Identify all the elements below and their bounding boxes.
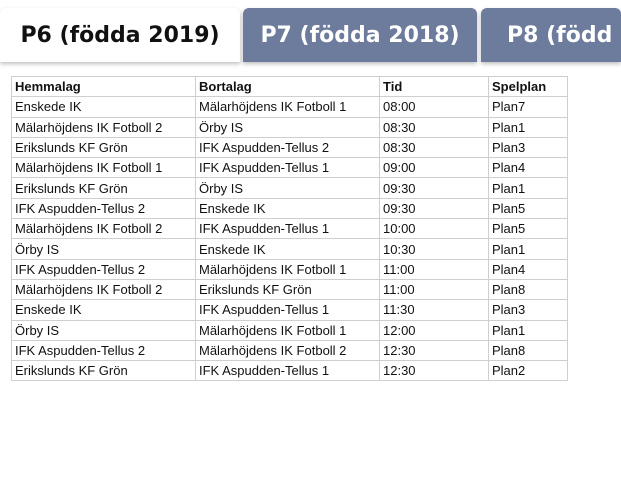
header-bortalag: Bortalag xyxy=(196,77,380,97)
pitch-cell: Plan8 xyxy=(489,279,568,299)
away-team-cell: Mälarhöjdens IK Fotboll 1 xyxy=(196,259,380,279)
home-team-cell: Erikslunds KF Grön xyxy=(12,361,196,381)
home-team-cell: Erikslunds KF Grön xyxy=(12,178,196,198)
away-team-cell: IFK Aspudden-Tellus 1 xyxy=(196,361,380,381)
away-team-cell: Enskede IK xyxy=(196,239,380,259)
home-team-cell: Mälarhöjdens IK Fotboll 2 xyxy=(12,219,196,239)
time-cell: 11:30 xyxy=(380,300,489,320)
away-team-cell: IFK Aspudden-Tellus 1 xyxy=(196,219,380,239)
time-cell: 11:00 xyxy=(380,259,489,279)
time-cell: 08:30 xyxy=(380,117,489,137)
pitch-cell: Plan4 xyxy=(489,158,568,178)
home-team-cell: Mälarhöjdens IK Fotboll 2 xyxy=(12,117,196,137)
home-team-cell: IFK Aspudden-Tellus 2 xyxy=(12,259,196,279)
table-row xyxy=(12,300,568,320)
time-cell: 09:30 xyxy=(380,198,489,218)
table-row xyxy=(12,279,568,299)
table-header-row xyxy=(12,77,568,97)
table-row xyxy=(12,137,568,157)
tab-bar xyxy=(0,0,613,70)
pitch-cell: Plan5 xyxy=(489,198,568,218)
away-team-cell: IFK Aspudden-Tellus 1 xyxy=(196,300,380,320)
header-tid: Tid xyxy=(380,77,489,97)
pitch-cell: Plan2 xyxy=(489,361,568,381)
away-team-cell: Erikslunds KF Grön xyxy=(196,279,380,299)
away-team-cell: Mälarhöjdens IK Fotboll 1 xyxy=(196,97,380,117)
away-team-cell: Mälarhöjdens IK Fotboll 1 xyxy=(196,320,380,340)
time-cell: 10:30 xyxy=(380,239,489,259)
home-team-cell: Örby IS xyxy=(12,320,196,340)
pitch-cell: Plan4 xyxy=(489,259,568,279)
away-team-cell: IFK Aspudden-Tellus 2 xyxy=(196,137,380,157)
time-cell: 09:00 xyxy=(380,158,489,178)
table-row xyxy=(12,320,568,340)
table-row xyxy=(12,198,568,218)
table-row xyxy=(12,340,568,360)
time-cell: 08:30 xyxy=(380,137,489,157)
away-team-cell: IFK Aspudden-Tellus 1 xyxy=(196,158,380,178)
time-cell: 10:00 xyxy=(380,219,489,239)
pitch-cell: Plan3 xyxy=(489,300,568,320)
header-spelplan: Spelplan xyxy=(489,77,568,97)
table-row xyxy=(12,158,568,178)
time-cell: 12:30 xyxy=(380,340,489,360)
header-hemmalag: Hemmalag xyxy=(12,77,196,97)
table-row xyxy=(12,117,568,137)
table-row xyxy=(12,178,568,198)
time-cell: 09:30 xyxy=(380,178,489,198)
table-row xyxy=(12,259,568,279)
pitch-cell: Plan1 xyxy=(489,117,568,137)
tab-p7[interactable]: P7 (födda 2018) xyxy=(243,8,477,62)
home-team-cell: Mälarhöjdens IK Fotboll 2 xyxy=(12,279,196,299)
home-team-cell: IFK Aspudden-Tellus 2 xyxy=(12,340,196,360)
home-team-cell: IFK Aspudden-Tellus 2 xyxy=(12,198,196,218)
pitch-cell: Plan1 xyxy=(489,320,568,340)
pitch-cell: Plan1 xyxy=(489,239,568,259)
time-cell: 12:30 xyxy=(380,361,489,381)
time-cell: 11:00 xyxy=(380,279,489,299)
home-team-cell: Erikslunds KF Grön xyxy=(12,137,196,157)
away-team-cell: Örby IS xyxy=(196,178,380,198)
table-row xyxy=(12,361,568,381)
table-row xyxy=(12,219,568,239)
pitch-cell: Plan1 xyxy=(489,178,568,198)
table-row xyxy=(12,97,568,117)
home-team-cell: Mälarhöjdens IK Fotboll 1 xyxy=(12,158,196,178)
table-row xyxy=(12,239,568,259)
home-team-cell: Enskede IK xyxy=(12,300,196,320)
home-team-cell: Enskede IK xyxy=(12,97,196,117)
away-team-cell: Örby IS xyxy=(196,117,380,137)
schedule-table xyxy=(11,76,568,381)
tab-p6[interactable]: P6 (födda 2019) xyxy=(0,8,240,62)
pitch-cell: Plan8 xyxy=(489,340,568,360)
away-team-cell: Enskede IK xyxy=(196,198,380,218)
time-cell: 12:00 xyxy=(380,320,489,340)
pitch-cell: Plan7 xyxy=(489,97,568,117)
time-cell: 08:00 xyxy=(380,97,489,117)
away-team-cell: Mälarhöjdens IK Fotboll 2 xyxy=(196,340,380,360)
tab-p8[interactable]: P8 (född xyxy=(481,8,621,62)
pitch-cell: Plan3 xyxy=(489,137,568,157)
home-team-cell: Örby IS xyxy=(12,239,196,259)
pitch-cell: Plan5 xyxy=(489,219,568,239)
